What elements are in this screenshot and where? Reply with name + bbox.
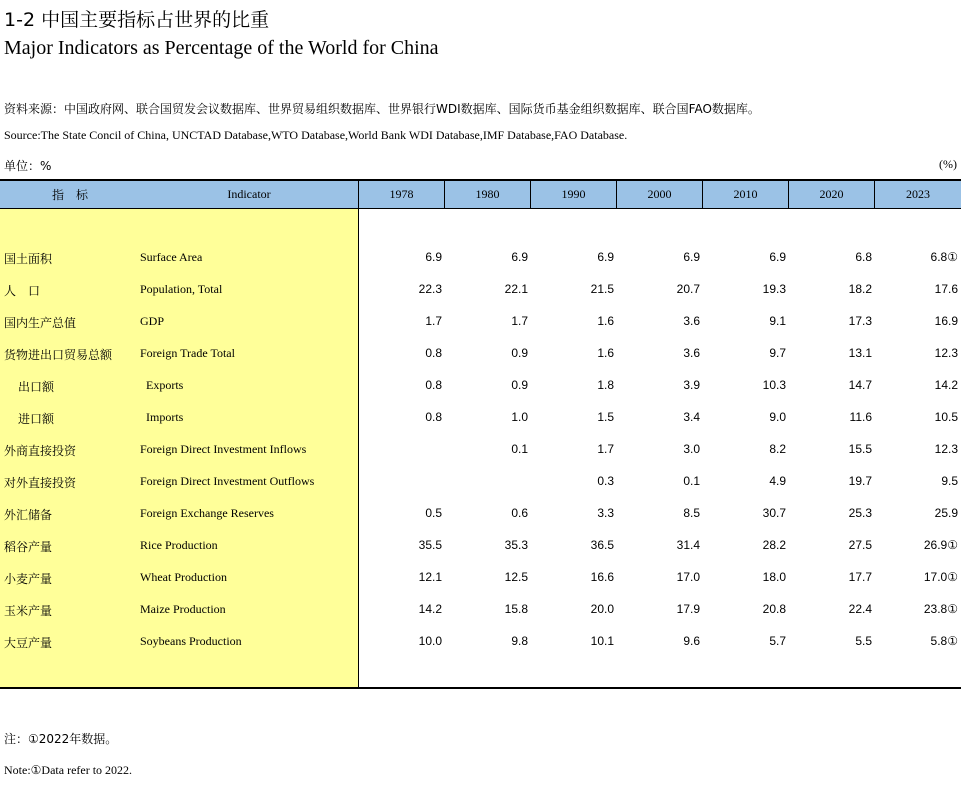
value-cell-1978: 0.5 (425, 506, 442, 520)
table-row (0, 241, 961, 273)
value-cell-1978: 1.7 (425, 314, 442, 328)
value-cell-1978: 0.8 (425, 410, 442, 424)
value-cell-2020: 13.1 (848, 346, 872, 360)
indicator-name-en: Surface Area (140, 250, 203, 264)
header-indicator-cn: 指 标 (0, 181, 140, 208)
value-cell-1990: 36.5 (590, 538, 614, 552)
value-cell-2023: 17.0① (923, 570, 958, 584)
value-cell-1990: 0.3 (597, 474, 614, 488)
unit-label-en: (%) (939, 157, 957, 171)
value-cell-2010: 6.9 (769, 250, 786, 264)
value-cell-1978: 0.8 (425, 346, 442, 360)
value-cell-2020: 17.3 (848, 314, 872, 328)
value-cell-1990: 16.6 (590, 570, 614, 584)
value-cell-1980: 1.7 (511, 314, 528, 328)
indicator-name-en: Wheat Production (140, 570, 227, 584)
header-year-2023: 2023 (875, 181, 961, 208)
value-cell-2020: 11.6 (849, 410, 872, 424)
value-cell-1980: 22.1 (504, 282, 528, 296)
value-cell-2000: 3.9 (683, 378, 700, 392)
indicator-name-cn: 玉米产量 (4, 604, 53, 618)
indicator-name-en: Foreign Direct Investment Inflows (140, 442, 307, 456)
value-cell-2023: 10.5 (934, 410, 958, 424)
indicator-name-en: Population, Total (140, 282, 223, 296)
indicator-table (0, 179, 961, 689)
page-title-cn: 1-2 中国主要指标占世界的比重 (4, 9, 270, 31)
indicator-name-en: Foreign Exchange Reserves (140, 506, 274, 520)
value-cell-2023: 12.3 (934, 346, 958, 360)
value-cell-2020: 15.5 (848, 442, 872, 456)
unit-label-cn: 单位：% (4, 159, 52, 173)
value-cell-1978: 0.8 (425, 378, 442, 392)
header-year-1990: 1990 (531, 181, 617, 208)
indicator-name-cn: 货物进出口贸易总额 (4, 348, 113, 362)
value-cell-2000: 3.6 (683, 314, 700, 328)
indicator-name-cn: 进口额 (18, 412, 55, 426)
value-cell-2000: 20.7 (676, 282, 700, 296)
header-year-1980: 1980 (445, 181, 531, 208)
table-bottom-rule (0, 687, 961, 689)
table-row (0, 625, 961, 657)
indicator-name-cn: 人 口 (4, 284, 41, 298)
value-cell-1980: 0.9 (511, 346, 528, 360)
value-cell-2010: 9.7 (769, 346, 786, 360)
table-row (0, 433, 961, 465)
value-cell-1990: 20.0 (590, 602, 614, 616)
value-cell-1978: 35.5 (418, 538, 442, 552)
value-cell-1978: 10.0 (418, 634, 442, 648)
header-rule (0, 208, 961, 209)
value-cell-1990: 1.8 (597, 378, 614, 392)
value-cell-1980: 0.9 (511, 378, 528, 392)
source-note-en: Source:The State Concil of China, UNCTAD Database,WTO Database,World Bank WDI Database,IMF Database,FAO Database. (4, 128, 628, 142)
value-cell-2000: 6.9 (683, 250, 700, 264)
value-cell-2010: 28.2 (762, 538, 786, 552)
indicator-name-en: Rice Production (140, 538, 218, 552)
value-cell-1990: 6.9 (597, 250, 614, 264)
value-cell-2010: 20.8 (762, 602, 786, 616)
value-cell-2023: 16.9 (934, 314, 958, 328)
value-cell-2020: 22.4 (848, 602, 872, 616)
indicator-name-cn: 对外直接投资 (4, 476, 77, 490)
indicator-name-en: Exports (146, 378, 184, 392)
value-cell-1980: 6.9 (511, 250, 528, 264)
value-cell-1980: 0.6 (511, 506, 528, 520)
value-cell-2023: 9.5 (941, 474, 958, 488)
value-cell-1978: 12.1 (418, 570, 442, 584)
value-cell-2023: 12.3 (934, 442, 958, 456)
value-cell-2023: 25.9 (934, 506, 958, 520)
value-cell-2000: 3.0 (683, 442, 700, 456)
value-cell-2023: 5.8① (930, 634, 958, 648)
value-cell-1990: 10.1 (590, 634, 614, 648)
table-row (0, 401, 961, 433)
value-cell-1980: 35.3 (504, 538, 528, 552)
value-cell-2000: 17.9 (676, 602, 700, 616)
value-cell-2000: 0.1 (683, 474, 700, 488)
value-cell-2000: 8.5 (683, 506, 700, 520)
indicator-name-en: GDP (140, 314, 165, 328)
value-cell-2010: 4.9 (769, 474, 786, 488)
value-cell-1990: 1.6 (597, 314, 614, 328)
value-cell-2023: 23.8① (923, 602, 958, 616)
value-cell-1980: 9.8 (511, 634, 528, 648)
table-row (0, 465, 961, 497)
value-cell-2000: 3.4 (683, 410, 700, 424)
value-cell-1980: 12.5 (504, 570, 528, 584)
indicator-name-cn: 小麦产量 (4, 572, 53, 586)
value-cell-2020: 27.5 (848, 538, 872, 552)
value-cell-2023: 6.8① (930, 250, 958, 264)
header-year-2020: 2020 (789, 181, 875, 208)
value-cell-2020: 18.2 (848, 282, 872, 296)
value-cell-2010: 18.0 (762, 570, 786, 584)
value-cell-2023: 14.2 (934, 378, 958, 392)
value-cell-1990: 3.3 (597, 506, 614, 520)
indicator-name-cn: 国内生产总值 (4, 316, 77, 330)
table-row (0, 273, 961, 305)
value-cell-1980: 1.0 (511, 410, 528, 424)
value-cell-2020: 6.8 (855, 250, 872, 264)
indicator-name-cn: 国土面积 (4, 252, 53, 266)
indicator-name-cn: 大豆产量 (4, 636, 53, 650)
indicator-name-cn: 外商直接投资 (4, 444, 77, 458)
value-cell-2000: 3.6 (683, 346, 700, 360)
table-row (0, 497, 961, 529)
value-cell-1978: 14.2 (418, 602, 442, 616)
value-cell-1990: 1.6 (597, 346, 614, 360)
value-cell-2000: 17.0 (676, 570, 700, 584)
value-cell-2010: 8.2 (769, 442, 786, 456)
table-row (0, 305, 961, 337)
value-cell-2023: 26.9① (923, 538, 958, 552)
table-row (0, 561, 961, 593)
value-cell-2020: 19.7 (848, 474, 872, 488)
value-cell-1978: 6.9 (425, 250, 442, 264)
value-cell-1980: 15.8 (504, 602, 528, 616)
indicator-name-en: Foreign Direct Investment Outflows (140, 474, 315, 488)
value-cell-2000: 31.4 (676, 538, 700, 552)
value-cell-2000: 9.6 (683, 634, 700, 648)
value-cell-1990: 21.5 (590, 282, 614, 296)
indicator-name-en: Foreign Trade Total (140, 346, 235, 360)
indicator-name-en: Imports (146, 410, 184, 424)
footnote-cn: 注：①2022年数据。 (4, 732, 118, 746)
page-title-en: Major Indicators as Percentage of the World for China (4, 37, 439, 59)
value-cell-2020: 14.7 (848, 378, 872, 392)
indicator-name-cn: 出口额 (18, 380, 55, 394)
value-cell-1990: 1.7 (597, 442, 614, 456)
value-cell-2010: 19.3 (762, 282, 786, 296)
value-cell-2020: 5.5 (855, 634, 872, 648)
table-row (0, 369, 961, 401)
value-cell-2010: 10.3 (762, 378, 786, 392)
indicator-name-cn: 外汇储备 (4, 508, 53, 522)
value-cell-1978: 22.3 (418, 282, 442, 296)
indicator-name-en: Maize Production (140, 602, 226, 616)
table-row (0, 529, 961, 561)
header-year-2010: 2010 (703, 181, 789, 208)
table-row (0, 593, 961, 625)
table-row (0, 337, 961, 369)
value-cell-2010: 30.7 (762, 506, 786, 520)
value-cell-1980: 0.1 (511, 442, 528, 456)
value-cell-2020: 25.3 (848, 506, 872, 520)
header-indicator-en: Indicator (140, 181, 359, 208)
value-cell-1990: 1.5 (597, 410, 614, 424)
source-note-cn: 资料来源：中国政府网、联合国贸发会议数据库、世界贸易组织数据库、世界银行WDI数据库、国际货币基金组织数据库、联合国FAO数据库。 (4, 102, 760, 116)
footnote-en: Note:①Data refer to 2022. (4, 763, 133, 777)
value-cell-2010: 5.7 (769, 634, 786, 648)
value-cell-2010: 9.0 (769, 410, 786, 424)
indicator-name-cn: 稻谷产量 (4, 540, 53, 554)
value-cell-2010: 9.1 (769, 314, 786, 328)
indicator-name-en: Soybeans Production (140, 634, 242, 648)
header-year-1978: 1978 (359, 181, 445, 208)
value-cell-2023: 17.6 (934, 282, 958, 296)
header-year-2000: 2000 (617, 181, 703, 208)
value-cell-2020: 17.7 (848, 570, 872, 584)
